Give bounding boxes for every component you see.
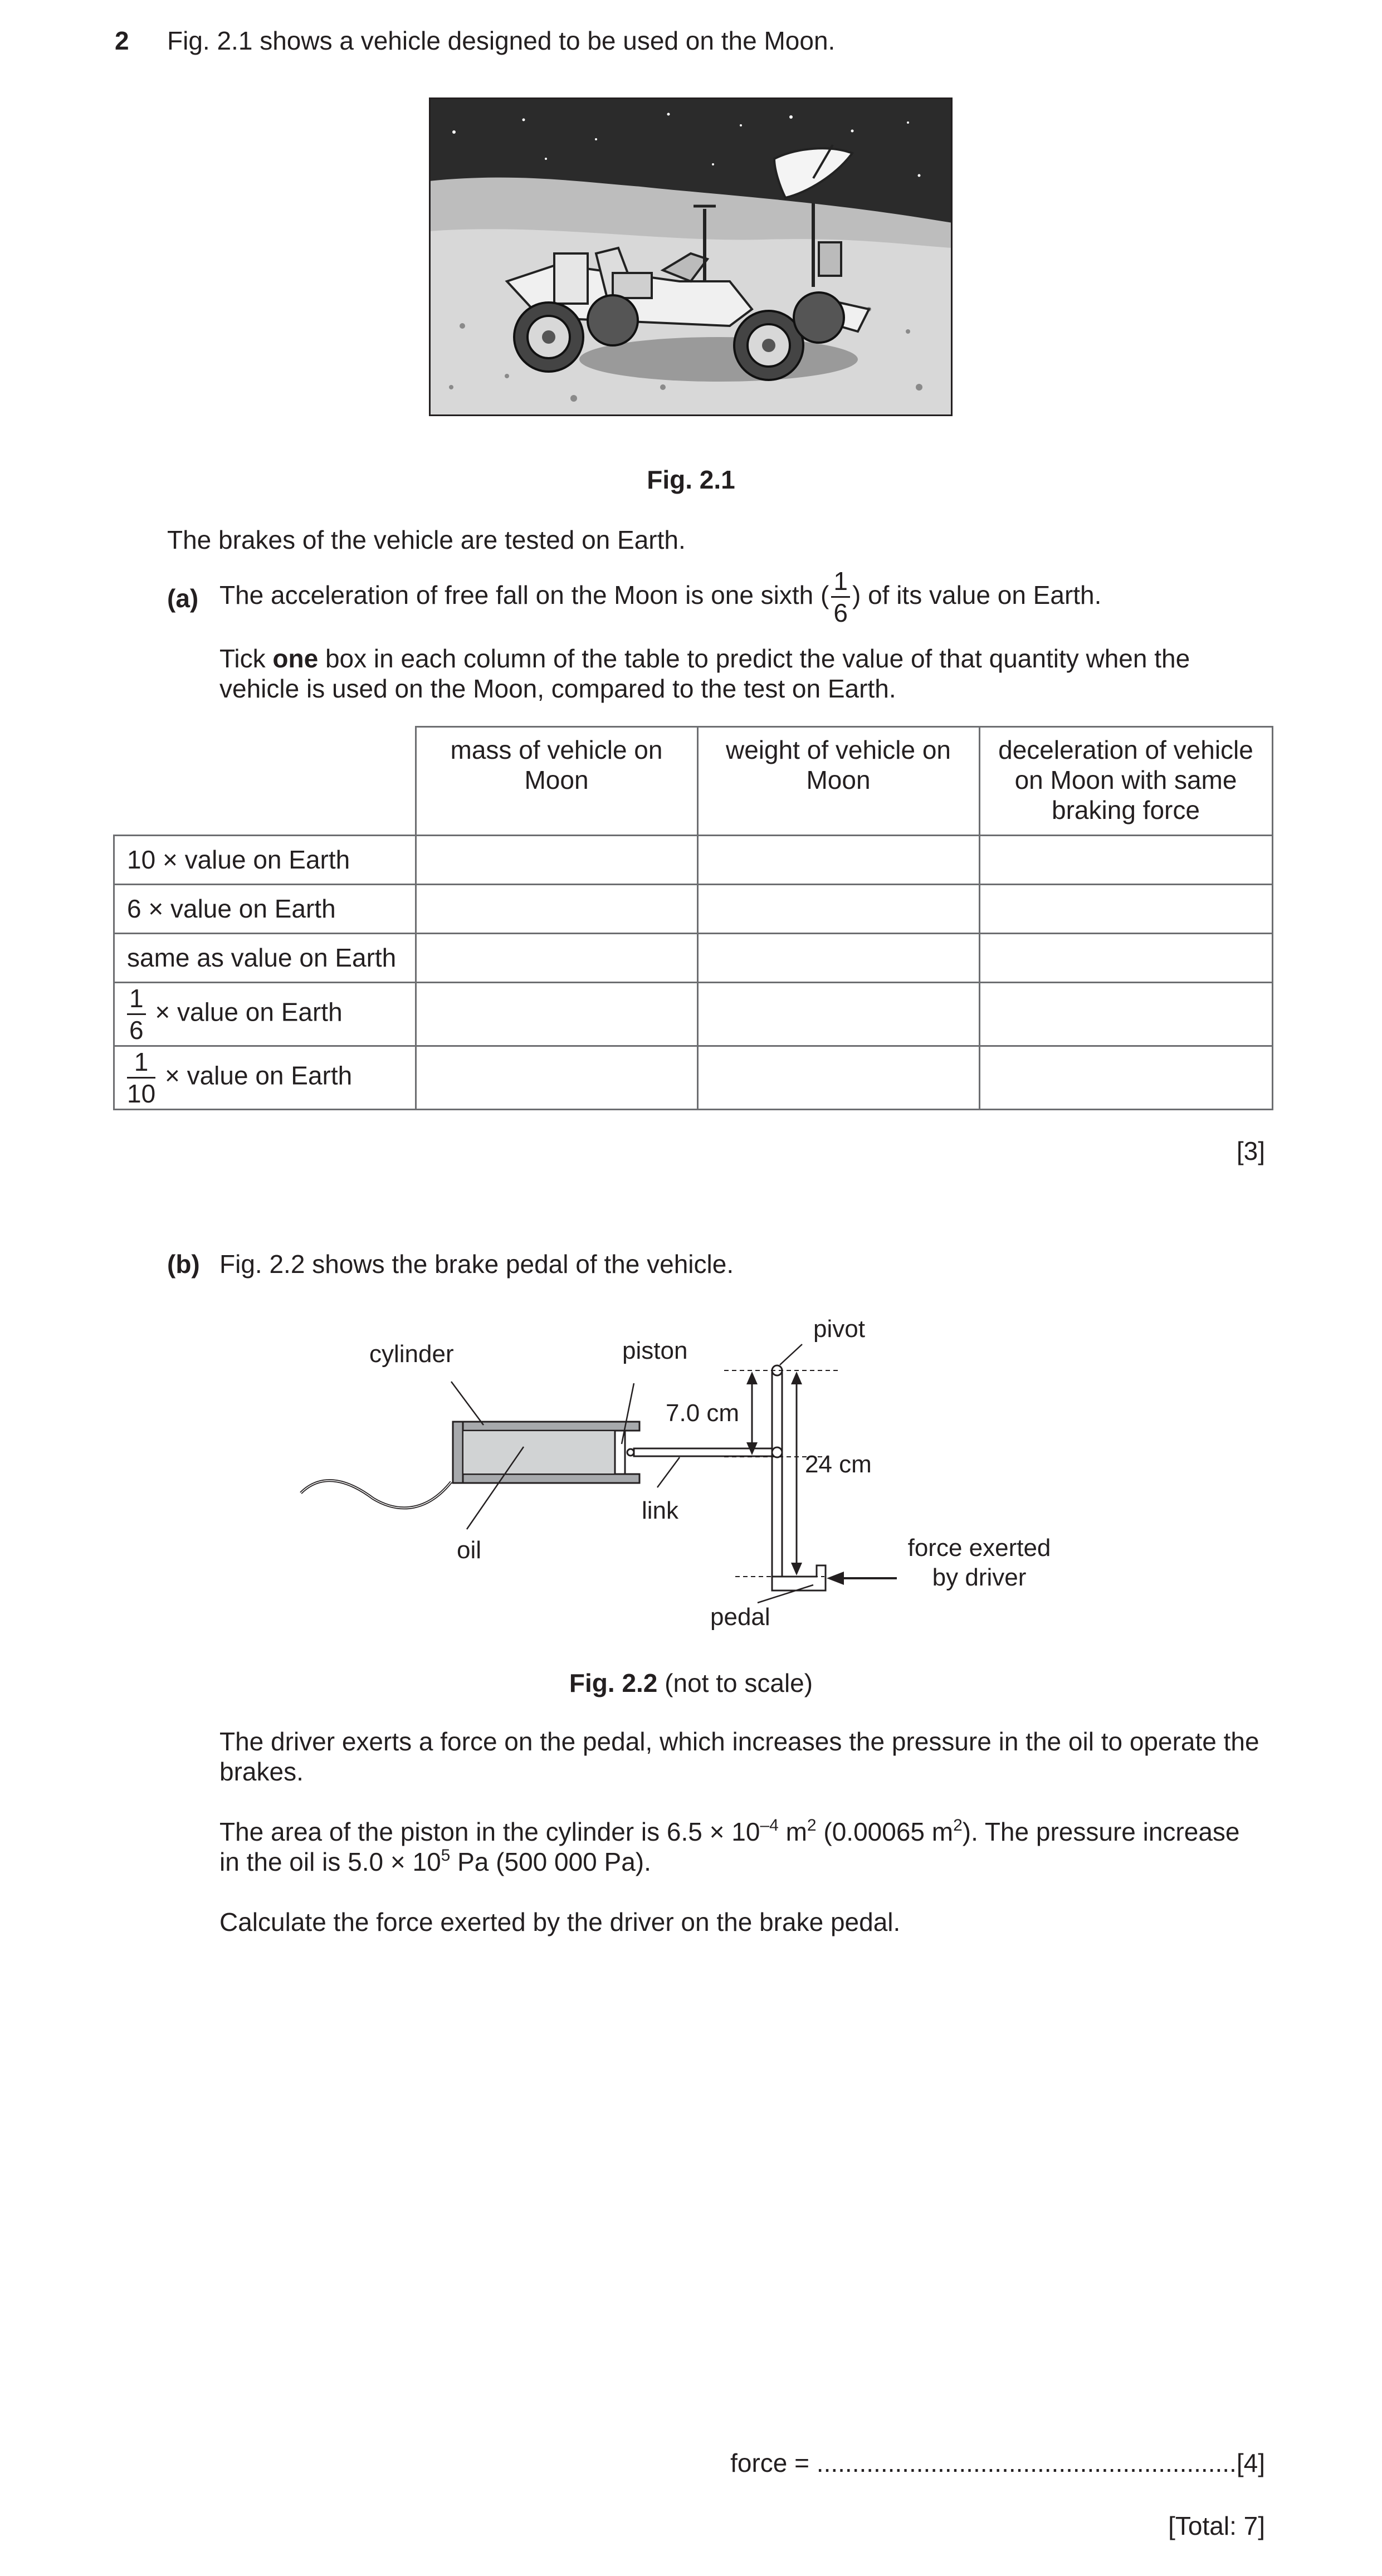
exponent: 5 bbox=[441, 1846, 451, 1865]
total-marks: [Total: 7] bbox=[1168, 2511, 1265, 2540]
question-intro: Fig. 2.1 shows a vehicle designed to be used on the Moon. bbox=[167, 26, 836, 55]
table-row bbox=[114, 885, 1273, 934]
tick-box[interactable] bbox=[697, 983, 979, 1046]
label-dimension-long: 24 cm bbox=[805, 1451, 872, 1478]
fraction-numerator: 1 bbox=[127, 1049, 155, 1079]
tick-box[interactable] bbox=[697, 885, 979, 934]
part-b-paragraph-3: Calculate the force exerted by the driver on the brake pedal. bbox=[219, 1907, 901, 1936]
answer-field[interactable]: ........................................................... bbox=[816, 2448, 1237, 2477]
fraction-denominator: 6 bbox=[129, 1016, 144, 1045]
part-b-label: (b) bbox=[167, 1250, 200, 1279]
answer-line bbox=[730, 2448, 1265, 2479]
instruction-emphasis: one bbox=[272, 644, 319, 673]
tick-box[interactable] bbox=[979, 1046, 1272, 1110]
tick-box[interactable] bbox=[697, 836, 979, 885]
column-header-deceleration: deceleration of vehicle on Moon with same braking force bbox=[979, 727, 1272, 836]
row-label: 6 × value on Earth bbox=[114, 885, 416, 934]
label-link: link bbox=[642, 1497, 679, 1524]
para2-part: m bbox=[778, 1817, 807, 1846]
instruction-rest: box in each column of the table to predict the value of that quantity when the vehicle is used on the Moon, compared to the test on Earth. bbox=[219, 644, 1190, 703]
table-row bbox=[114, 836, 1273, 885]
fraction-numerator: 1 bbox=[831, 568, 850, 598]
answer-label: force = bbox=[730, 2448, 817, 2477]
row-label: 10 × value on Earth bbox=[114, 836, 416, 885]
row-fraction bbox=[127, 985, 146, 1043]
para2-part: (0.00065 m bbox=[816, 1817, 954, 1846]
label-piston: piston bbox=[622, 1337, 688, 1364]
label-pedal: pedal bbox=[710, 1603, 770, 1631]
tick-box[interactable] bbox=[416, 885, 697, 934]
brake-pedal-diagram bbox=[290, 1304, 1125, 1638]
tick-box[interactable] bbox=[979, 934, 1272, 983]
para2-part: The area of the piston in the cylinder is 6.5 × 10 bbox=[219, 1817, 760, 1846]
para2-part: ). The pressure increase in the oil is 5.0 × 10 bbox=[219, 1817, 1240, 1876]
para2-part: Pa (500 000 Pa). bbox=[450, 1847, 651, 1876]
row-label bbox=[114, 983, 416, 1046]
tick-box[interactable] bbox=[416, 1046, 697, 1110]
label-pivot: pivot bbox=[813, 1315, 865, 1343]
table-row bbox=[114, 934, 1273, 983]
part-a-instruction bbox=[219, 644, 1267, 704]
fig2-caption bbox=[0, 1668, 1382, 1699]
label-dimension-short: 7.0 cm bbox=[666, 1399, 740, 1427]
table-row bbox=[114, 1046, 1273, 1110]
one-sixth-fraction bbox=[831, 568, 850, 626]
part-a-label: (a) bbox=[167, 584, 199, 613]
part-a-statement bbox=[219, 567, 1101, 626]
table-corner bbox=[114, 727, 416, 836]
row-label bbox=[114, 1046, 416, 1110]
part-a-text-before: The acceleration of free fall on the Moon is one sixth ( bbox=[219, 580, 829, 609]
tick-box[interactable] bbox=[979, 885, 1272, 934]
label-force-line1: force exerted bbox=[907, 1534, 1051, 1562]
column-header-mass: mass of vehicle on Moon bbox=[416, 727, 697, 836]
label-force-line2: by driver bbox=[932, 1564, 1027, 1591]
answer-marks: [4] bbox=[1236, 2448, 1265, 2477]
column-header-weight: weight of vehicle on Moon bbox=[697, 727, 979, 836]
part-b-paragraph-1: The driver exerts a force on the pedal, which increases the pressure in the oil to operate the brakes. bbox=[219, 1727, 1259, 1786]
exponent: 2 bbox=[953, 1816, 963, 1835]
tick-box[interactable] bbox=[697, 1046, 979, 1110]
fig2-caption-note: (not to scale) bbox=[657, 1668, 813, 1697]
tick-box[interactable] bbox=[416, 983, 697, 1046]
exponent: –4 bbox=[760, 1816, 779, 1835]
label-cylinder: cylinder bbox=[369, 1340, 454, 1368]
fraction-denominator: 10 bbox=[127, 1079, 156, 1108]
row-label-text: × value on Earth bbox=[164, 1061, 353, 1090]
tick-box[interactable] bbox=[979, 836, 1272, 885]
tick-box[interactable] bbox=[416, 934, 697, 983]
tick-box[interactable] bbox=[979, 983, 1272, 1046]
tick-box[interactable] bbox=[416, 836, 697, 885]
exponent: 2 bbox=[807, 1816, 817, 1835]
part-b-text: Fig. 2.2 shows the brake pedal of the vehicle. bbox=[219, 1250, 734, 1279]
row-fraction bbox=[127, 1049, 155, 1106]
label-oil: oil bbox=[457, 1536, 482, 1564]
prediction-table bbox=[113, 726, 1273, 1110]
part-a-marks: [3] bbox=[1236, 1136, 1265, 1165]
brakes-text: The brakes of the vehicle are tested on Earth. bbox=[167, 525, 686, 554]
part-b-paragraph-2 bbox=[219, 1817, 1267, 1877]
lunar-rover-image bbox=[429, 97, 953, 416]
fraction-denominator: 6 bbox=[833, 598, 848, 628]
table-row bbox=[114, 983, 1273, 1046]
tick-box[interactable] bbox=[697, 934, 979, 983]
row-label-text: × value on Earth bbox=[155, 997, 343, 1027]
fig2-caption-label: Fig. 2.2 bbox=[569, 1668, 658, 1697]
question-number: 2 bbox=[115, 26, 129, 55]
fig1-caption: Fig. 2.1 bbox=[647, 465, 735, 494]
row-label: same as value on Earth bbox=[114, 934, 416, 983]
instruction-start: Tick bbox=[219, 644, 273, 673]
fraction-numerator: 1 bbox=[127, 985, 146, 1015]
part-a-text-after: ) of its value on Earth. bbox=[852, 580, 1102, 609]
